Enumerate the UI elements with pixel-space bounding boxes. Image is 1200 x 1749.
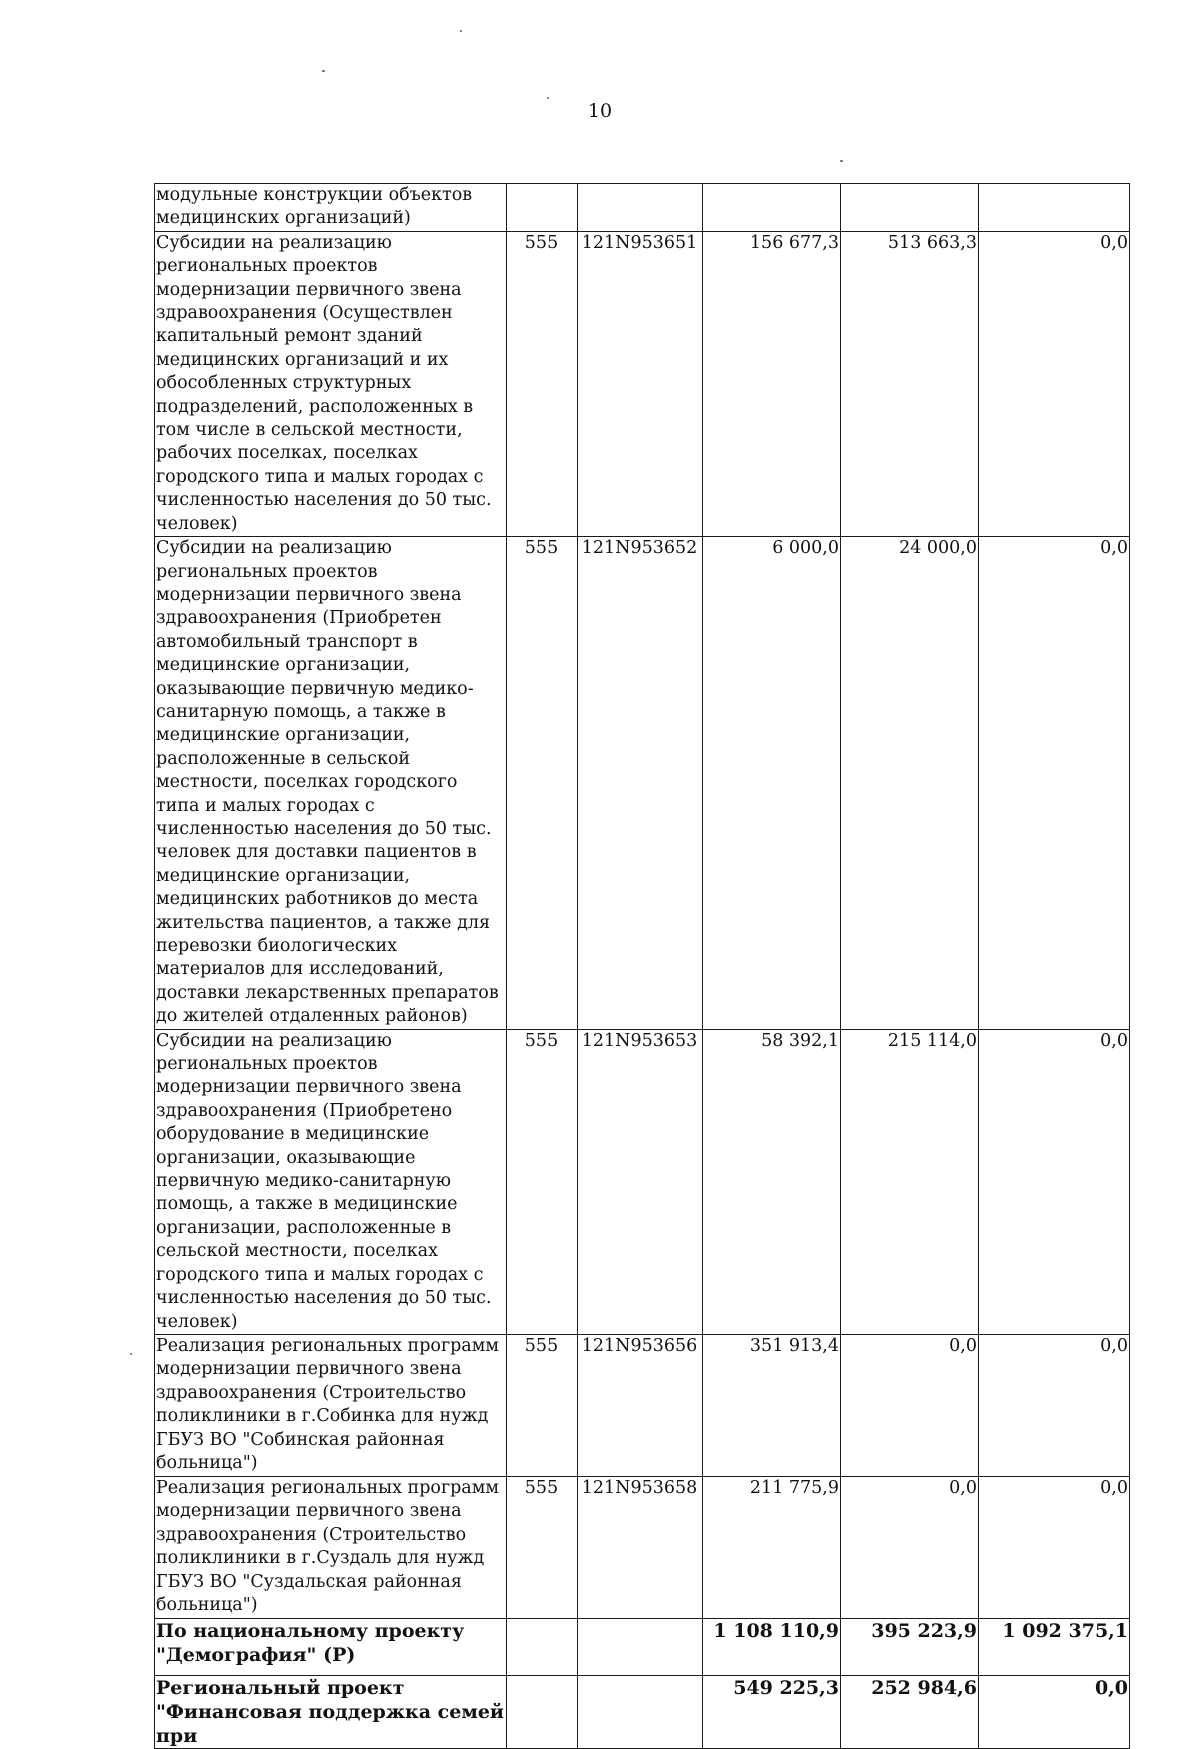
amount-cell-1 [703, 184, 841, 232]
row-name-cell: модульные конструкции объектов медицинских организаций) [155, 184, 507, 232]
row-name-cell: Субсидии на реализацию региональных проектов модернизации первичного звена здравоохранения (Приобретен автомобильный транспорт в медицинские организации, оказывающие первичную медико-санитарную помощь, а также в медицинские организации, расположенные в сельской местности, поселках городского типа и малых городах с численностью населения до 50 тыс. человек для доставки пациентов в медицинские организации, медицинских работников до места жительства пациентов, а также для перевозки биологических материалов для исследований, доставки лекарственных препаратов до жителей отдаленных районов) [155, 537, 507, 1030]
csr-code-cell: 121N953653 [578, 1029, 703, 1334]
amount-cell-1: 58 392,1 [703, 1029, 841, 1334]
row-name-cell: Региональный проект "Финансовая поддержка семей при [155, 1675, 507, 1748]
scan-speck [547, 97, 549, 99]
amount-cell-3: 0,0 [979, 1476, 1130, 1618]
scan-speck [322, 70, 325, 72]
csr-code-cell [578, 184, 703, 232]
amount-cell-2: 24 000,0 [841, 537, 979, 1030]
csr-code-cell [578, 1675, 703, 1748]
csr-code-cell: 121N953652 [578, 537, 703, 1030]
amount-cell-1: 211 775,9 [703, 1476, 841, 1618]
amount-cell-2 [841, 184, 979, 232]
amount-cell-3 [979, 184, 1130, 232]
table-row [155, 231, 1130, 536]
amount-cell-3: 0,0 [979, 231, 1130, 536]
amount-cell-2: 215 114,0 [841, 1029, 979, 1334]
budget-table [154, 183, 1130, 1749]
amount-cell-3: 1 092 375,1 [979, 1618, 1130, 1675]
amount-cell-2: 513 663,3 [841, 231, 979, 536]
table-row [155, 1334, 1130, 1476]
amount-cell-3: 0,0 [979, 1675, 1130, 1748]
row-name-cell: Реализация региональных программ модернизации первичного звена здравоохранения (Строительство поликлиники в г.Собинка для нужд ГБУЗ ВО "Собинская районная больница") [155, 1334, 507, 1476]
amount-cell-1: 1 108 110,9 [703, 1618, 841, 1675]
table-row [155, 537, 1130, 1030]
table-row-project [155, 1675, 1130, 1748]
row-name-cell: Субсидии на реализацию региональных проектов модернизации первичного звена здравоохранения (Приобретено оборудование в медицинские организации, оказывающие первичную медико-санитарную помощь, а также в медицинские организации, расположенные в сельской местности, поселках городского типа и малых городах с численностью населения до 50 тыс. человек) [155, 1029, 507, 1334]
row-name-cell: Реализация региональных программ модернизации первичного звена здравоохранения (Строительство поликлиники в г.Суздаль для нужд ГБУЗ ВО "Суздальская районная больница") [155, 1476, 507, 1618]
table-row [155, 1476, 1130, 1618]
csr-code-cell: 121N953651 [578, 231, 703, 536]
amount-cell-3: 0,0 [979, 537, 1130, 1030]
csr-code-cell: 121N953656 [578, 1334, 703, 1476]
ved-code-cell: 555 [507, 537, 578, 1030]
scan-speck [840, 160, 843, 162]
row-name-cell: По национальному проекту "Демография" (Р) [155, 1618, 507, 1675]
amount-cell-1: 156 677,3 [703, 231, 841, 536]
ved-code-cell: 555 [507, 1334, 578, 1476]
amount-cell-2: 395 223,9 [841, 1618, 979, 1675]
amount-cell-3: 0,0 [979, 1334, 1130, 1476]
scan-speck [130, 1353, 132, 1355]
amount-cell-2: 0,0 [841, 1476, 979, 1618]
row-name-cell: Субсидии на реализацию региональных проектов модернизации первичного звена здравоохранения (Осуществлен капитальный ремонт зданий медицинских организаций и их обособленных структурных подразделений, расположенных в том числе в сельской местности, рабочих поселках, поселках городского типа и малых городах с численностью населения до 50 тыс. человек) [155, 231, 507, 536]
amount-cell-2: 0,0 [841, 1334, 979, 1476]
table-row-total [155, 1618, 1130, 1675]
ved-code-cell [507, 1675, 578, 1748]
scan-speck [460, 30, 462, 32]
table-row [155, 184, 1130, 232]
amount-cell-1: 351 913,4 [703, 1334, 841, 1476]
amount-cell-2: 252 984,6 [841, 1675, 979, 1748]
table-row [155, 1029, 1130, 1334]
ved-code-cell [507, 1618, 578, 1675]
page-number: 10 [587, 100, 613, 122]
csr-code-cell [578, 1618, 703, 1675]
ved-code-cell [507, 184, 578, 232]
amount-cell-1: 6 000,0 [703, 537, 841, 1030]
amount-cell-1: 549 225,3 [703, 1675, 841, 1748]
ved-code-cell: 555 [507, 1476, 578, 1618]
amount-cell-3: 0,0 [979, 1029, 1130, 1334]
ved-code-cell: 555 [507, 1029, 578, 1334]
ved-code-cell: 555 [507, 231, 578, 536]
csr-code-cell: 121N953658 [578, 1476, 703, 1618]
